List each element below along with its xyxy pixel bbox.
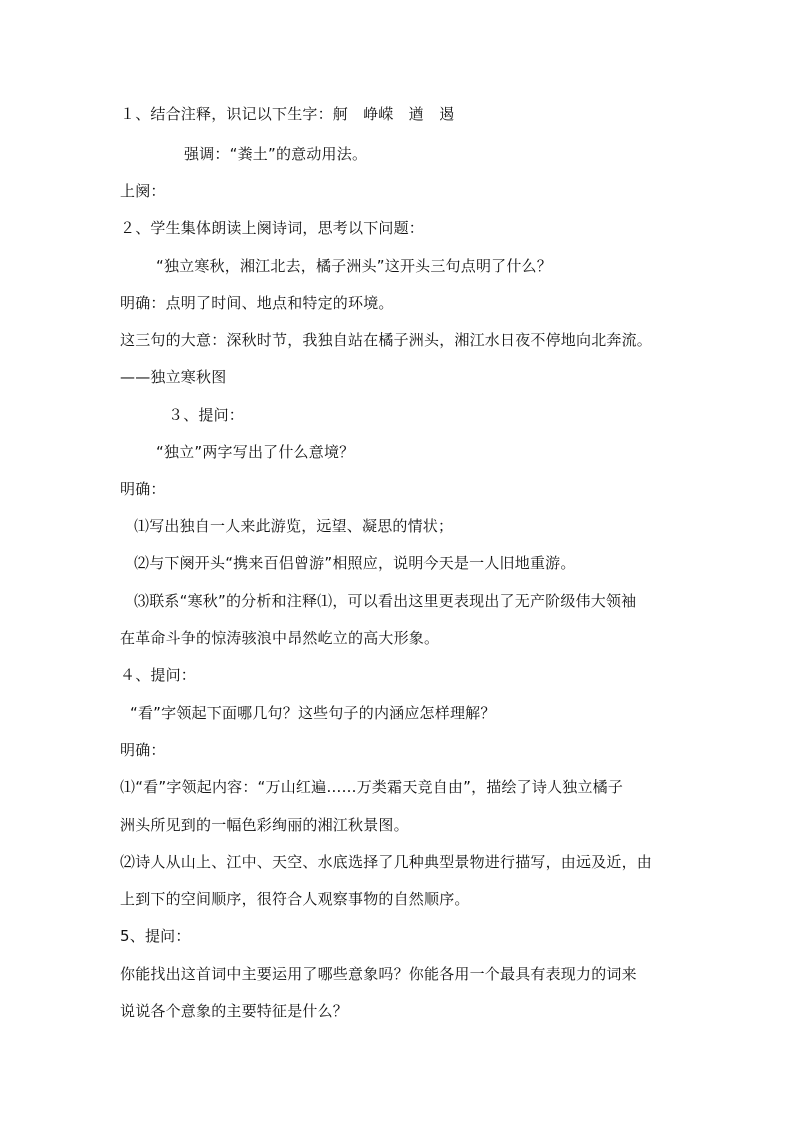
line-q2-picture: ——独立寒秋图 [120, 368, 227, 386]
line-q5: 5、提问： [120, 927, 191, 945]
line-q2-question: “独立寒秋，湘江北去，橘子洲头”这开头三句点明了什么？ [156, 257, 552, 275]
line-q4-point-1: ⑴“看”字领起内容：“万山红遍……万类霜天竞自由”，描绘了诗人独立橘子 [120, 778, 624, 796]
line-q5-question: 你能找出这首词中主要运用了哪些意象吗？你能各用一个最具有表现力的词来 [120, 965, 637, 983]
line-q3-point-3: ⑶联系“寒秋”的分析和注释⑴，可以看出这里更表现出了无产阶级伟大领袖 [134, 592, 637, 610]
line-q2: ２、学生集体朗读上阕诗词，思考以下问题： [120, 219, 425, 237]
line-q4-point-2: ⑵诗人从山上、江中、天空、水底选择了几种典型景物进行描写，由远及近，由 [120, 853, 653, 871]
line-q4-question: “看”字领起下面哪几句？这些句子的内涵应怎样理解？ [130, 704, 496, 722]
line-q3-question: “独立”两字写出了什么意境？ [156, 443, 355, 461]
line-emphasis: 强调：“粪土”的意动用法。 [184, 145, 368, 163]
line-q2-meaning: 这三句的大意：深秋时节，我独自站在橘子洲头，湘江水日夜不停地向北奔流。 [120, 331, 653, 349]
line-q4-point-1-cont: 洲头所见到的一幅色彩绚丽的湘江秋景图。 [120, 816, 409, 834]
line-q3-point-2: ⑵与下阕开头“携来百侣曾游”相照应，说明今天是一人旧地重游。 [134, 554, 576, 572]
line-q5-question-cont: 说说各个意象的主要特征是什么？ [120, 1002, 349, 1020]
line-section-upper: 上阕： [120, 182, 166, 200]
line-q3-point-3-cont: 在革命斗争的惊涛骇浪中昂然屹立的高大形象。 [120, 629, 440, 647]
line-q4: ４、提问： [120, 666, 197, 684]
line-q2-answer: 明确：点明了时间、地点和特定的环境。 [120, 294, 394, 312]
line-q3-point-1: ⑴写出独自一人来此游览，远望、凝思的情状； [134, 517, 454, 535]
line-q3: ３、提问： [168, 406, 245, 424]
line-q1: １、结合注释，识记以下生字：舸 峥嵘 遒 遏 [120, 105, 455, 123]
line-q4-point-2-cont: 上到下的空间顺序，很符合人观察事物的自然顺序。 [120, 890, 470, 908]
line-q3-answer-label: 明确： [120, 480, 166, 498]
line-q4-answer-label: 明确： [120, 741, 166, 759]
